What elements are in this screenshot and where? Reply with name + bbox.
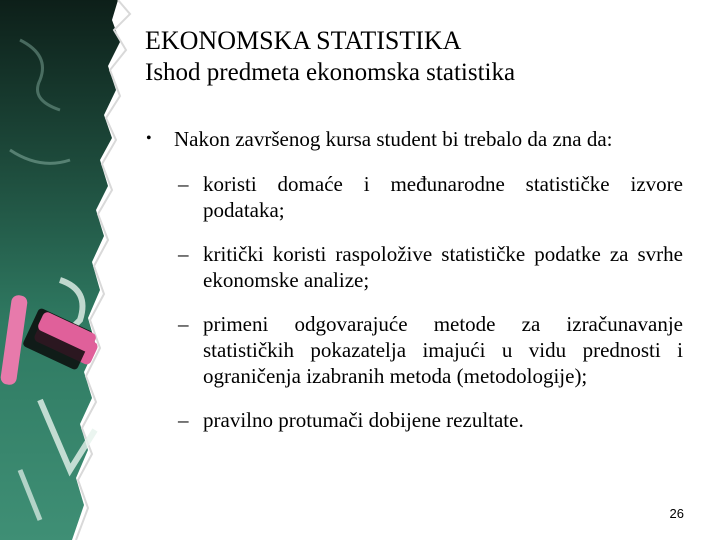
list-item-text: koristi domaće i međunarodne statističke izvore podataka; <box>203 172 683 222</box>
dash-icon: – <box>178 408 189 432</box>
chalkboard-image <box>0 0 150 540</box>
bullet-icon: • <box>146 130 152 147</box>
list-item <box>178 241 683 293</box>
list-item <box>178 311 683 389</box>
slide-subtitle: Ishod predmeta ekonomska statistika <box>145 59 516 86</box>
dash-icon: – <box>178 172 189 196</box>
slide-content <box>143 126 683 451</box>
sub-list <box>143 171 683 433</box>
list-item <box>178 407 683 433</box>
chalkboard-decoration <box>0 0 150 540</box>
page-number: 26 <box>669 506 684 521</box>
list-item-text: pravilno protumači dobijene rezultate. <box>203 408 524 432</box>
dash-icon: – <box>178 242 189 266</box>
slide-title: EKONOMSKA STATISTIKA <box>145 26 462 55</box>
list-item <box>178 171 683 223</box>
dash-icon: – <box>178 312 189 336</box>
list-item-text: primeni odgovarajuće metode za izračunavanje statističkih pokazatelja imajući u vidu prednosti i ograničenja izabranih metoda (metodologije); <box>203 312 683 388</box>
title-block <box>145 26 705 88</box>
bullet-text: Nakon završenog kursa student bi trebalo da zna da: <box>174 127 613 151</box>
list-item-text: kritički koristi raspoložive statističke podatke za svrhe ekonomske analize; <box>203 242 683 292</box>
main-bullet <box>143 126 683 152</box>
